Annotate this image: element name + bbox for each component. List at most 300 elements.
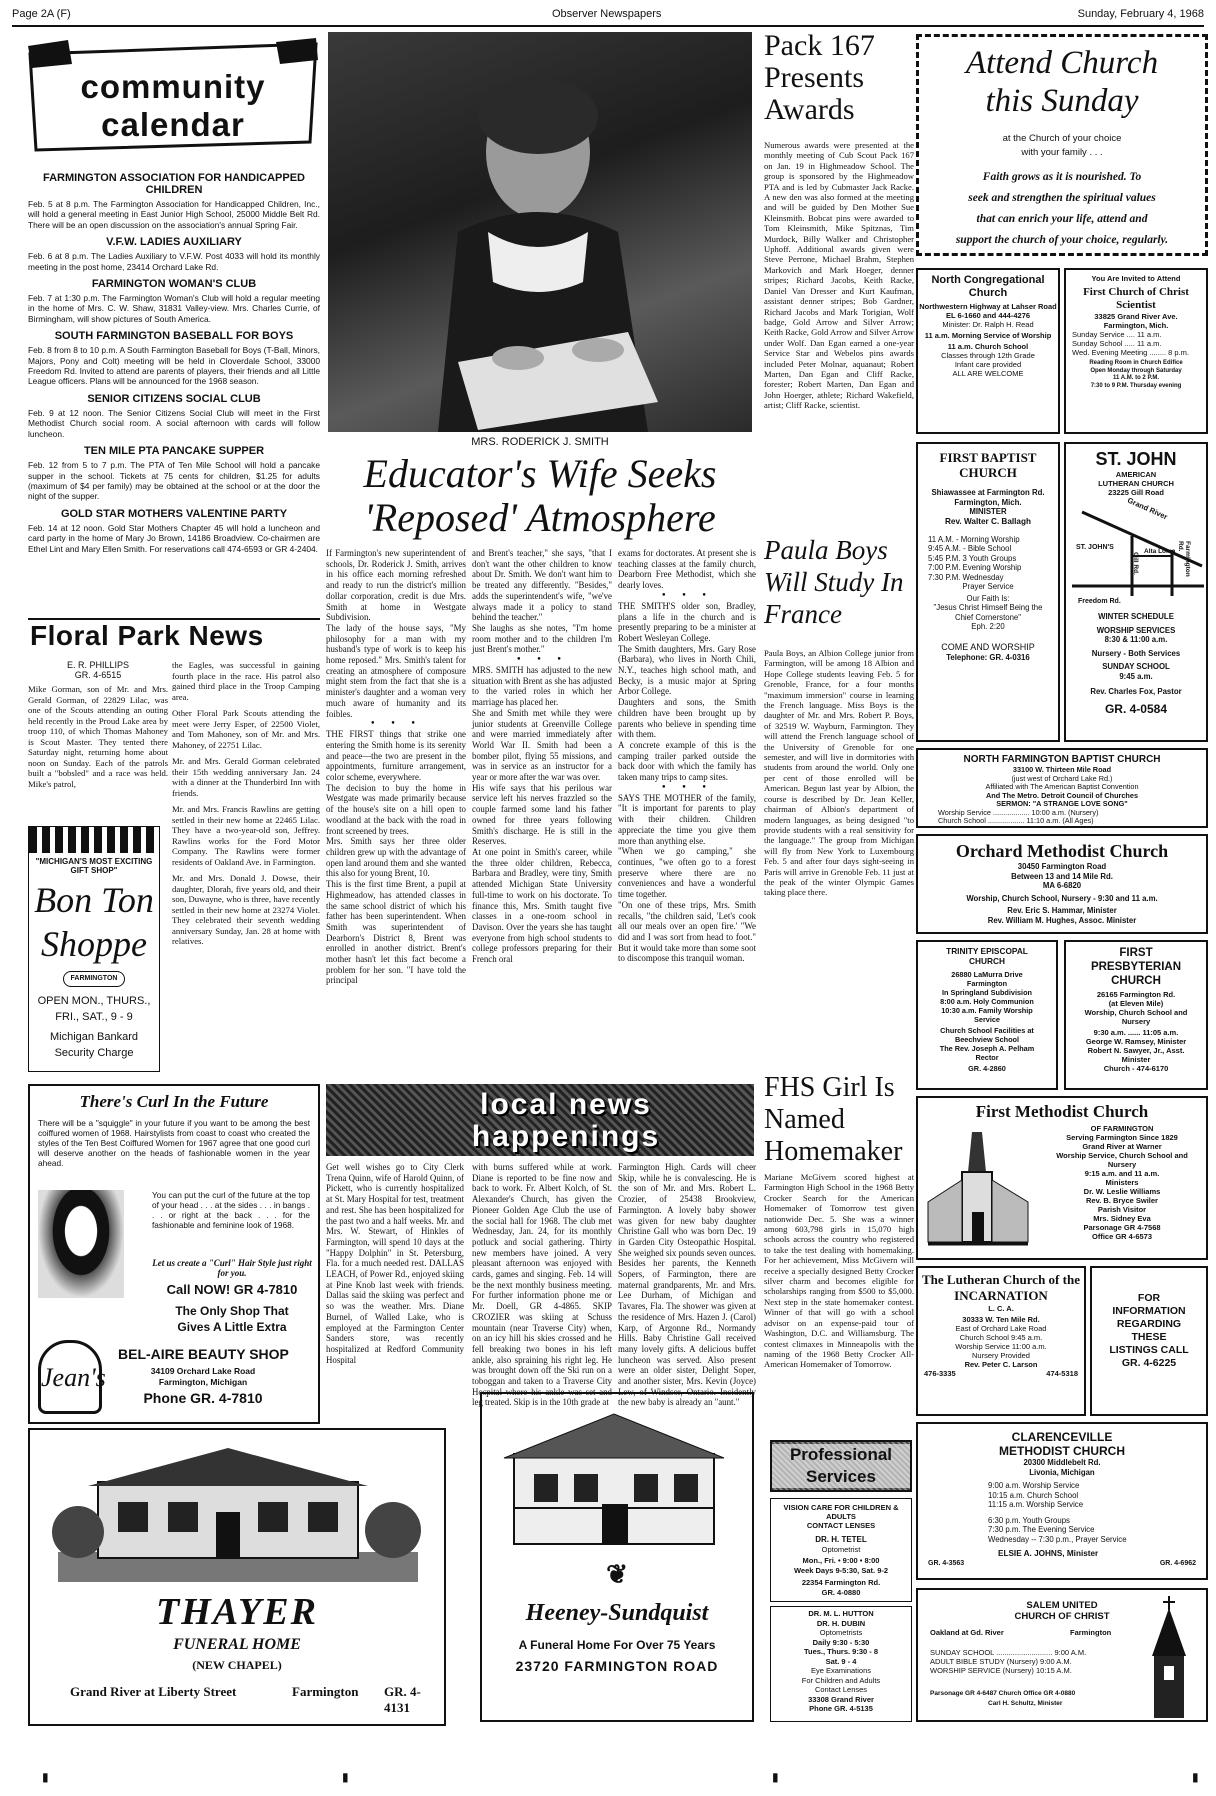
article-text: This is the first time Brent, a pupil at Highmeadow, has attended classes in the same school district of which his father has been superintendent. When Smith was superintendent of Dearborn's District 8, Brent was enrolled in another district. Brent's mother hasn't let this fact become a problem for her son. "I have told the principal	[326, 879, 466, 986]
local-text: Get well wishes go to City Clerk Trena Quinn, wife of Harold Quinn, of Pickett, who is currently hospitalized at St. Mary Hospital for test, treatment and rest. She has been hospitalized for the past two and a half weeks. Mr. and Mrs. W. Stewart, of Hinkles of Farmington, will spend 10 days at the "Happy Dolphin" in St. Petersburg, Fla. for a much needed rest. DALLAS LEACH, of Power Rd., enjoyed skiing at Pine Knob last week with friends. Dallas said the skiing was perfect and so was the weather. Mrs. Diane Burnel, of Walled Lake, who is employed at the Farmington Center Sanders store, was recently hospitalized at Redford Community Hospital	[326, 1162, 464, 1365]
church-line: SUNDAY SCHOOL	[1102, 662, 1170, 671]
floral-column-2	[172, 660, 320, 1080]
heeney-tagline: A Funeral Home For Over 75 Years	[518, 1638, 716, 1652]
church-line: Dr. W. Leslie Williams	[1083, 1187, 1161, 1196]
calendar-item-head: TEN MILE PTA PANCAKE SUPPER	[83, 445, 265, 458]
church-phone: 476-3335	[924, 1369, 956, 1378]
church-line: MINISTER	[969, 507, 1007, 516]
hutton-line: For Children and Adults	[801, 1675, 881, 1685]
salem-ucc-ad	[916, 1588, 1208, 1722]
thayer-chapel: (NEW CHAPEL)	[192, 1658, 282, 1672]
section-break: • • •	[370, 719, 422, 730]
local-text: Farmington High. Cards will cheer Skip, while he is convalescing. He is the son of Mr. and Mrs. Robert L. Crozier, of 25438 Brookview, Farmington. A lovely baby shower was given for new baby daughter Christine Gall who was born Dec. 19 in Garden City Osteopathic Hospital. She weighed six pounds seven ounces. Besides her parents, the Kenneth Sopers, of Farmington, there are maternal grandparents, Mr. and Mrs. Lee Durham, of Michigan and Tavares, Fla. The shower was given at the residence of Mrs. Hazen J. (Carol) Karp, of Argonne Rd., Normandy Hills. Baby Christine Gall received many lovely gifts. A delicious buffet luncheon was served. Also present were an older sister, Delight Soper, and another sister, Mrs. Kevin (Joyce) Lew, of Windsor, Ontario. Incidently the new baby is already an "aunt."	[618, 1162, 756, 1408]
church-line: 9:00 a.m. Worship Service	[988, 1481, 1080, 1490]
article-text: The decision to buy the home in Westgate was made primarily because of the house's site on a hill open to woodland at the back with the road in front screened by trees.	[326, 782, 466, 836]
hutton-line: Eye Examinations	[810, 1666, 872, 1675]
church-line: COME AND WORSHIP	[941, 641, 1035, 652]
curl-only-1: The Only Shop That	[175, 1304, 289, 1318]
calendar-item-text: Feb. 12 from 5 to 7 p.m. The PTA of Ten Mile School will hold a pancake supper in the school. Tickets at 75 cents for children, $1.25 for adults (maximum of $4 per family) may be obtained at the school or at the door the night of the supper.	[28, 460, 320, 502]
calendar-item-head: V.F.W. LADIES AUXILIARY	[106, 236, 242, 249]
hutton-line: Contact Lenses	[814, 1685, 868, 1694]
church-line: ALL ARE WELCOME	[952, 369, 1024, 378]
article-text: THE FIRST things that strike one entering the Smith home is its serenity and peace—the two are present in the appointments, furniture arrangement, color scheme, everywhere.	[326, 729, 466, 783]
church-line: Northwestern Highway at Lahser Road	[919, 302, 1057, 311]
church-line: Wednesday -- 7:30 p.m., Prayer Service	[988, 1534, 1127, 1544]
church-line: Church School .................. 11:10 a.m. (All Ages)	[938, 816, 1094, 825]
page-number: Page 2A (F)	[12, 8, 71, 20]
article-text: Daughters and sons, the Smith children have been brought up by parents who believe in spending time with them.	[618, 697, 756, 740]
attend-title-1: Attend Church	[965, 45, 1159, 81]
church-line: Rev. Walter C. Ballagh	[945, 516, 1031, 526]
hutton-line: DR. M. L. HUTTON	[808, 1609, 874, 1618]
attend-lines	[919, 167, 1205, 251]
thayer-ad	[28, 1428, 446, 1726]
heeney-building-illustration	[494, 1404, 740, 1554]
church-line: Infant care provided	[954, 360, 1022, 369]
st-john-schedule	[1066, 612, 1206, 717]
paper-name: Observer Newspapers	[552, 8, 662, 20]
tetel-ad	[770, 1498, 912, 1602]
church-name: TRINITY EPISCOPAL CHURCH	[946, 946, 1028, 966]
floral-phone: GR. 4-6515	[74, 670, 122, 680]
heeney-logo: ❦	[606, 1560, 628, 1589]
section-break: • • •	[516, 655, 568, 666]
church-line: Worship, Church School, Nursery - 9:30 and 11 a.m.	[966, 893, 1158, 903]
church-line: Rev. Eric S. Hammar, Minister	[1007, 906, 1117, 915]
church-name: North Congregational Church	[931, 274, 1045, 299]
calendar-title-line2: calendar	[101, 106, 245, 143]
church-line: L. C. A.	[988, 1304, 1014, 1313]
fold-marks: ▮ ▮ ▮ ▮	[42, 1770, 1199, 1784]
paula-article	[764, 648, 914, 1068]
church-line: Rev. Charles Fox, Pastor	[1090, 687, 1182, 696]
map-label: Gill Rd.	[1131, 552, 1139, 575]
church-line: You Are Invited to Attend	[1091, 274, 1181, 283]
christ-scientist-ad	[1064, 268, 1208, 434]
article-text: She and Smith met while they were junior students at Greenville College and were married immediately after World War II. Smith had been a bomber pilot, flying 55 missions, and was in service as an instructor for a year or more after the war was over.	[472, 707, 612, 783]
pack-headline: Pack 167 Presents Awards	[764, 29, 875, 126]
church-name: FIRST PRESBYTERIAN CHURCH	[1090, 947, 1182, 987]
church-name: The Lutheran Church of the INCARNATION	[922, 1272, 1080, 1303]
church-line: Oakland at Gd. River	[930, 1628, 1004, 1637]
local-banner	[326, 1084, 754, 1156]
clarenceville-phones	[918, 1559, 1206, 1568]
hutton-line: Sat. 9 - 4	[825, 1656, 857, 1666]
map-label: ST. JOHN'S	[1076, 544, 1114, 551]
church-line: Farmington, Mich.	[1103, 321, 1169, 330]
smith-photo-figure	[328, 32, 752, 432]
church-line: Worship Service 11:00 a.m.	[955, 1342, 1047, 1351]
church-line: The Rev. Joseph A. Pelham	[939, 1044, 1035, 1053]
article-text: exams for doctorates. At present she is teaching classes at the family church, Dearborn Free Methodist, which she dearly loves.	[618, 548, 756, 591]
article-text: She laughs as she notes, "I'm home room mother and to the children I'm just Brent's mother."	[472, 622, 612, 655]
info-text: FOR INFORMATION REGARDING THESE LISTINGS CALL	[1109, 1292, 1189, 1356]
church-line: Church - 474-6170	[1103, 1064, 1169, 1073]
calendar-item-head: FARMINGTON WOMAN'S CLUB	[91, 278, 257, 291]
local-column-3	[618, 1162, 756, 1408]
hutton-line: 33308 Grand River	[808, 1694, 874, 1704]
calendar-item-text: Feb. 5 at 8 p.m. The Farmington Association for Handicapped Children, Inc., will hold a general meeting in East Junior High School, 25000 Middle Belt Rd. There will be an open discussion on the association's annual Spring Fair.	[28, 199, 320, 230]
church-line: Our Faith Is:	[966, 593, 1010, 603]
church-line: SUNDAY SCHOOL ........................... 9:00 A.M.	[930, 1648, 1087, 1657]
bonton-credit-2: Security Charge	[54, 1047, 134, 1059]
professional-title: Professional Services	[772, 1444, 910, 1488]
floral-text: Mr. and Mrs. Donald J. Dowse, their daughter, Dlorah, five years old, and their son, Duwayne, who is three, have recently settled in their new home at 23274 Violet. They celebrated their seventh wedding anniversary Sunday, Jan. 28 at home with relatives.	[172, 873, 320, 946]
listings-info-ad	[1090, 1266, 1208, 1416]
church-line: Classes through 12th Grade	[941, 351, 1035, 360]
church-line: WINTER SCHEDULE	[1098, 612, 1174, 621]
attend-line: that can enrich your life, attend and	[976, 213, 1148, 225]
church-line: 11 a.m. Morning Service of Worship	[924, 331, 1052, 340]
church-line: 9:15 a.m. and 11 a.m.	[1084, 1169, 1160, 1178]
calendar-item-head: SOUTH FARMINGTON BASEBALL FOR BOYS	[54, 330, 294, 343]
church-line: 8:00 a.m. Holy Communion	[940, 997, 1034, 1006]
church-line: Livonia, Michigan	[1029, 1467, 1095, 1477]
church-phone: GR. 4-3563	[928, 1560, 965, 1567]
church-line: And The Metro. Detroit Council of Churches	[985, 790, 1139, 800]
church-line: In Springland Subdivision	[942, 988, 1032, 997]
local-banner-line1: local news	[480, 1088, 652, 1121]
pack-article	[764, 140, 914, 532]
thayer-phone: GR. 4-4131	[384, 1684, 421, 1715]
curl-ad	[28, 1084, 320, 1424]
article-text: If Farmington's new superintendent of schools, Dr. Roderick J. Smith, arrives in his office each morning refreshed and ready to run the district's million dollar corporation, credit is due Mrs. Smith at home in Westgate Subdivision.	[326, 548, 466, 623]
church-name: ST. JOHN	[1095, 449, 1177, 469]
st-john-ad	[1064, 442, 1208, 742]
church-line: 9:30 a.m. ...... 11:05 a.m.	[1093, 1028, 1179, 1037]
floral-text: Mr. and Mrs. Francis Rawlins are getting settled in their new home at 22465 Lilac. They have a two-year-old son, Jeffrey. Rawlins works for the Ford Motor Company. The Rawlins were former residents of Oakland Ave. in Farmington.	[172, 804, 320, 867]
church-line: AMERICAN LUTHERAN CHURCH	[1098, 470, 1174, 488]
church-line: 7:30 P.M. Wednesday	[928, 572, 1004, 582]
attend-sub-1: at the Church of your choice	[1002, 133, 1122, 144]
fhs-article	[764, 1172, 914, 1434]
church-line: Nursery Provided	[972, 1351, 1030, 1360]
article-text: The Smith daughters, Mrs. Gary Rose (Barbara), who lives in North Chili, N.Y., teaches high school math, and Becky, is a music major at Spring Arbor College.	[618, 643, 756, 697]
church-line: MA 6-6820	[1042, 881, 1082, 890]
church-line: 7:30 p.m. The Evening Service	[988, 1525, 1095, 1534]
thayer-subtitle: FUNERAL HOME	[173, 1636, 301, 1653]
smith-headline-2: 'Reposed' Atmosphere	[364, 495, 716, 540]
info-phone: GR. 4-6225	[1121, 1357, 1177, 1369]
church-line: Shiawassee at Farmington Rd.	[931, 488, 1045, 497]
trinity-episcopal-ad	[916, 940, 1058, 1090]
floral-text: the Eagles, was successful in gaining fourth place in the race. His patrol also gained third place in the Troop Camping area.	[172, 660, 320, 702]
church-line: Parsonage GR 4-7568	[1083, 1223, 1161, 1232]
church-line: Ministers	[1105, 1178, 1139, 1187]
attend-line: Faith grows as it is nourished. To	[982, 171, 1142, 183]
church-line: Worship, Church School and Nursery	[1084, 1008, 1188, 1026]
thayer-town: Farmington	[292, 1684, 359, 1699]
church-line: Office GR 4-6573	[1091, 1232, 1153, 1241]
calendar-banner	[28, 38, 318, 156]
thayer-building-illustration	[58, 1442, 418, 1582]
curl-model-photo	[38, 1190, 124, 1298]
smith-headline-1: Educator's Wife Seeks	[363, 451, 717, 496]
attend-line: seek and strengthen the spiritual values	[968, 192, 1156, 204]
church-line: Reading Room in Church Edifice	[1089, 360, 1183, 366]
first-presbyterian-ad	[1064, 940, 1208, 1090]
church-line: Open Monday through Saturday	[1090, 367, 1182, 374]
church-line: 30333 W. Ten Mile Rd.	[962, 1315, 1040, 1324]
hutton-line: Phone GR. 4-5135	[809, 1704, 873, 1713]
bonton-tagline: "MICHIGAN'S MOST EXCITING GIFT SHOP"	[35, 857, 153, 875]
church-line: Farmington	[1070, 1628, 1112, 1637]
church-line: Church School Facilities at Beechview School	[940, 1026, 1034, 1044]
hutton-line: Optometrists	[819, 1628, 863, 1637]
calendar-item-text: Feb. 6 at 8 p.m. The Ladies Auxiliary to V.F.W. Post 4033 will hold its monthly meeting in the post home, 23414 Orchard Lake Rd.	[28, 251, 320, 272]
floral-text: Mike Gorman, son of Mr. and Mrs. Gerald Gorman, of 22829 Lilac, was one of the Scouts attending an outing held recently in the Proud Lake area by troop 110, of which Thomas Mahoney is Scout Master. They tented there Saturday night, returning home about noon on Sunday. Each of the patrols built a "bobsled" and a race was held. Mike's patrol,	[28, 684, 168, 789]
attend-church-box	[916, 34, 1208, 256]
church-line: Worship Service, Church School and Nursery	[1056, 1151, 1188, 1169]
church-line: 9:45 a.m.	[1119, 671, 1153, 681]
fhs-text: Mariane McGivern scored highest at Farmington High School in the 1968 Betty Crocker Search for the American Homemaker of Tomorrow test given nationwide Dec. 5. She was a winner among 603,798 girls in 15,070 high schools across the country who registered to take the test dealing with homemaking. For her achievement, Miss McGivern will receive a specially designed Betty Crocker silver charm and becomes eligible for scholarships ranging from $500 to $5,000. Next step in the state homemaker contest. Winner of that will go with a school advisor on an expense-paid tour of Washington, D.C. and Williamsburg. The contest climaxes in Minneapolis with the naming of the 1968 Betty Crocker All-American Homemaker of Tomorrow.	[764, 1172, 914, 1370]
smith-column-1	[326, 548, 466, 1084]
church-line: 20300 Middlebelt Rd.	[1023, 1458, 1101, 1467]
church-line: 26165 Farmington Rd.	[1096, 990, 1176, 999]
smith-photo-caption: MRS. RODERICK J. SMITH	[471, 436, 609, 448]
church-line: 23225 Gill Road	[1108, 488, 1164, 497]
bonton-place: FARMINGTON	[63, 971, 125, 987]
lutheran-phones	[918, 1369, 1084, 1378]
article-text: "On one of these trips, Mrs. Smith recalls, "the children said, 'Let's cook all our meals over an open fire.' "We did and I was sort from head to foot." But it would take more than some soot to discompose this tranquil woman.	[618, 899, 756, 964]
church-line: 11 A.M. - Morning Worship	[928, 534, 1020, 544]
church-phone: GR. 4-6962	[1159, 1560, 1196, 1567]
map-label: Farmington Rd.	[1177, 541, 1191, 577]
article-text: A concrete example of this is the camping trailer parked outside the back door with which the family has taken many trips to camp sites.	[618, 739, 756, 783]
calendar-item-text: Feb. 9 at 12 noon. The Senior Citizens Social Club will meet in the First Methodist Church social room. A social afternoon with cards will follow luncheon.	[28, 407, 320, 439]
article-text: His wife says that his perilous war service left his nerves frazzled so the couple farmed some land his father owned for three years following Smith's discharge. He is still in the Reserves.	[472, 782, 612, 847]
smith-photo	[328, 32, 752, 432]
floral-text: Mr. and Mrs. Gerald Gorman celebrated their 15th wedding anniversary Jan. 24 with a dinner at the Thunderbird Inn with friends.	[172, 756, 320, 798]
church-line: Prayer Service	[962, 582, 1014, 591]
church-line: 9:45 A.M. - Bible School	[928, 544, 1012, 553]
church-line: 6:30 p.m. Youth Groups	[988, 1515, 1070, 1525]
church-line: Wed. Evening Meeting ........ 8 p.m.	[1072, 348, 1190, 357]
article-text: The lady of the house says, "My philosophy for a man with my husband's type of work is to keep his home reposed." Mrs. Smith's talent for creating an atmosphere of composure might stem from the fact that she is a minister's daughter and a woman very much aware of humanity and its foibles.	[326, 622, 466, 719]
tetel-line: CONTACT LENSES	[806, 1521, 876, 1530]
church-line: Rev. Peter C. Larson	[964, 1360, 1038, 1369]
church-line: Sunday School ..... 11 a.m.	[1072, 339, 1162, 348]
hutton-line: Daily 9:30 - 5:30	[812, 1637, 870, 1647]
thayer-name: THAYER	[156, 1591, 318, 1633]
curl-phone: Phone GR. 4-7810	[143, 1390, 263, 1406]
church-line: 5:45 P.M. 3 Youth Groups	[928, 553, 1017, 563]
thayer-street: Grand River at Liberty Street	[70, 1684, 237, 1699]
salem-steeple-illustration	[1136, 1596, 1202, 1718]
bonton-awning	[29, 827, 159, 853]
curl-only-2: Gives A Little Extra	[177, 1320, 287, 1334]
church-phone: 474-5318	[1046, 1369, 1078, 1378]
church-line: ELSIE A. JOHNS, Minister	[998, 1549, 1099, 1558]
church-line: 11 A.M. to 2 P.M.	[1112, 375, 1159, 381]
map-label: Freedom Rd.	[1078, 598, 1121, 605]
church-line: Rector	[975, 1053, 999, 1062]
church-name: FIRST BAPTIST CHURCH	[939, 450, 1037, 480]
map-label: Alta Loma	[1144, 548, 1176, 555]
paula-headline: Paula Boys Will Study In France	[764, 535, 904, 629]
paula-text: Paula Boys, an Albion College junior from Farmington, will be among 18 Albion and Hope College students leaving Feb. 5 for Grenoble, France, for a four months "maximum immersion" course in learning the French language. Miss Boys is the daughter of Mr. and Mrs. Robert P. Boys, of 32519 W. Wayburn, Farmington. They will attend the French language school of the University of Grenoble for one semester, and will live in dormitories with students from around the world. Only one per cent of those enrolled will be American. Begun last year by Albion, the course is described by Dr. Jean Keller, chairman of Albion's department of modern languages, as being designed "to provide students with a real sensitivity for the language." The group from Michigan will fly from New York to Luxembourg Feb. 5 and after four days sight-seeing in Paris will arrive in Grenoble Feb. 11 just at the peak of the winter Olympic Games taking place there.	[764, 648, 914, 898]
bonton-ad	[28, 826, 160, 1072]
local-column-2	[472, 1162, 612, 1408]
church-line: 11:15 a.m. Worship Service	[988, 1500, 1084, 1509]
hutton-ad	[770, 1606, 912, 1722]
church-line: ADULT BIBLE STUDY (Nursery) 9:00 A.M.	[930, 1657, 1072, 1666]
tetel-line: Optometrist	[821, 1545, 861, 1554]
church-line: 11 a.m. Church School	[947, 342, 1029, 351]
heeney-ad	[480, 1392, 754, 1722]
calendar-item-text: Feb. 7 at 1:30 p.m. The Farmington Woman's Club will hold a regular meeting in the home of Mrs. C. W. Shaw, 31831 Valley-view. Mrs. Charles Currie, of Birmingham, will show pictures of South America.	[28, 293, 320, 324]
smith-column-2	[472, 548, 612, 1084]
church-line: SERMON: "A STRANGE LOVE SONG"	[996, 799, 1128, 808]
attend-sub-2: with your family . . .	[1021, 147, 1103, 158]
article-text: Mrs. Smith says her three older children grew up with the advantage of open land around them and she wanted this also for young Brent, 10.	[326, 836, 466, 879]
church-line: 33100 W. Thirteen Mile Road	[1012, 765, 1112, 774]
floral-byline: E. R. PHILLIPS	[66, 660, 130, 670]
curl-call: Call NOW! GR 4-7810	[166, 1282, 298, 1297]
article-text: "When we go camping," she continues, "we often go to a forest preserve where there are no conveniences and have a wonderful time together.	[618, 846, 756, 900]
church-name: Orchard Methodist Church	[955, 841, 1169, 861]
clarenceville-ad	[916, 1422, 1208, 1580]
church-line: OF FARMINGTON	[1090, 1124, 1154, 1133]
local-banner-line2: happenings	[471, 1120, 661, 1153]
first-methodist-info	[1038, 1124, 1206, 1241]
bonton-hours-1: OPEN MON., THURS.,	[37, 995, 151, 1007]
church-line: Minister: Dr. Ralph H. Read	[942, 320, 1034, 329]
church-line: George W. Ramsey, Minister	[1085, 1037, 1187, 1046]
orchard-methodist-ad	[916, 834, 1208, 934]
church-line: GR. 4-0584	[1104, 701, 1168, 716]
hutton-line: DR. H. DUBIN	[816, 1618, 866, 1628]
tetel-line: GR. 4-0880	[821, 1588, 861, 1597]
church-name: NORTH FARMINGTON BAPTIST CHURCH	[963, 754, 1161, 765]
church-line: 10:30 a.m. Family Worship Service	[941, 1006, 1033, 1024]
north-congregational-ad	[916, 268, 1060, 434]
local-column-1	[326, 1162, 464, 1388]
church-line: GR. 4-2860	[968, 1064, 1006, 1073]
church-line: Parish Visitor	[1097, 1205, 1147, 1214]
church-line: EL 6-1660 and 444-4276	[945, 311, 1031, 320]
first-methodist-ad	[916, 1096, 1208, 1260]
church-line: Mrs. Sidney Eva	[1093, 1214, 1151, 1223]
tetel-line: VISION CARE FOR CHILDREN & ADULTS	[783, 1503, 899, 1521]
church-line: 7:30 to 9 P.M. Thursday evening	[1090, 382, 1182, 389]
church-line: Affiliated with The American Baptist Convention	[985, 782, 1139, 791]
first-baptist-ad	[916, 442, 1060, 742]
curl-address-1: 34109 Orchard Lake Road	[150, 1366, 256, 1376]
calendar-item-head: SENIOR CITIZENS SOCIAL CLUB	[87, 392, 261, 405]
church-line: Carl H. Schultz, Minister	[988, 1700, 1063, 1707]
section-break: • • •	[661, 590, 713, 601]
church-line: WORSHIP SERVICE (Nursery) 10:15 A.M.	[930, 1666, 1072, 1675]
church-line: 7:00 P.M. Evening Worship	[928, 563, 1022, 572]
north-farmington-baptist-ad	[916, 748, 1208, 828]
church-line: Sunday Service .... 11 a.m.	[1072, 330, 1162, 339]
floral-title: Floral Park News	[30, 620, 264, 651]
article-text: At one point in Smith's career, while the three older children, Rebecca, Barbara and Bradley, were tiny, Smith attended Michigan State University full-time to work on his doctorate. To finance this, Mrs. Smith taught five classes in a one-room school in Davison. Over the years she has taught everyone from high school students to college professors preparing for their French oral	[472, 846, 612, 965]
curl-slogan: Let us create a "Curl" Hair Style just right for you.	[152, 1258, 312, 1278]
calendar-item-text: Feb. 8 from 8 to 10 p.m. A South Farmington Baseball for Boys (T-Ball, Minors, Majors, Pony and Colt) meeting will be held in Cloverdale School, 33000 Freedom Rd. Invited to attend are parents of players, their friends and all Little League officers. Plans will be announced for the 1968 season.	[28, 345, 320, 387]
floral-text: Other Floral Park Scouts attending the meet were Jerry Esper, of 22500 Violet, and Tom Mahoney, son of Mr. and Mrs. Mahoney, of 22751 Lilac.	[172, 708, 320, 750]
heeney-name: Heeney-Sundquist	[525, 1600, 709, 1626]
pack-text: Numerous awards were presented at the monthly meeting of Cub Scout Pack 167 on Jan. 19 in Highmeadow School. The group is sponsored by the Highmeadow PTA and is led by Cubmaster Jack Racke. A new den was also formed at the meeting and will be guided by Den Mother Sue Kleinsmith. Bobcat pins were awarded to Tom Kleinsmith, Mike Spitznas, Tim Murdock, Billy Walker and Christopher Uphoff. Additional awards given were Steve Perrone, Michael Brahm, Stephen Markovich and Mark Hoeger, denner stripes; Richard Jacobs, Keith Racke, Daniel Van Dresser and Kurt Kaufman, assistant denner stripes; Bob Gardner, Richard Jacobs and Mark Torigian, Wolf badge, Gold Arrow and Silver Arrow; Keith Racke, Gold Arrow and Silver Arrow under Wolf. Dan Egan earned a one-year Service Star and Webelos pins awards included Peter Molnar, aquanaut; Robert Marten, Dan Egan and Cliff Racke, forester; Robert Marten, Dan Egan and John Hoerger, athlete; Richard Wakefield, artist; Cliff Racke, scientist.	[764, 140, 914, 411]
smith-column-3	[618, 548, 756, 1084]
church-name: First Church of Christ Scientist	[1083, 286, 1189, 311]
article-text: SAYS THE MOTHER of the family, "It is important for parents to play with their children. Children appreciate the time you give them more than anything else.	[618, 792, 756, 846]
bonton-name-1: Bon Ton	[34, 880, 154, 920]
bonton-credit-1: Michigan Bankard	[49, 1031, 139, 1043]
church-line: Rev. William M. Hughes, Assoc. Minister	[987, 915, 1137, 925]
church-line: "Jesus Christ Himself Being the Chief Cornerstone"	[933, 603, 1043, 622]
church-line: Church School 9:45 a.m.	[959, 1333, 1043, 1342]
masthead-rule	[12, 25, 1204, 27]
church-line: Worship Service .................. 10:00 a.m. (Nursery)	[938, 807, 1099, 817]
curl-address-2: Farmington, Michigan	[158, 1377, 248, 1387]
church-name: First Methodist Church	[975, 1102, 1149, 1121]
fhs-headline: FHS Girl Is Named Homemaker	[764, 1072, 903, 1167]
hutton-line: Tues., Thurs. 9:30 - 8	[803, 1647, 879, 1656]
calendar-item-head: GOLD STAR MOTHERS VALENTINE PARTY	[60, 507, 288, 520]
calendar-title-line1: community	[80, 68, 266, 105]
curl-jeans-logo: Jean's	[38, 1340, 102, 1414]
lutheran-incarnation-ad	[916, 1266, 1086, 1416]
issue-date: Sunday, February 4, 1968	[1077, 8, 1204, 20]
map-label: Grand River	[1126, 495, 1169, 522]
attend-line: support the church of your choice, regularly.	[955, 234, 1169, 246]
church-line: Parsonage GR 4-6487 Church Office GR 4-0880	[930, 1690, 1076, 1697]
church-line: Grand River at Warner	[1082, 1142, 1162, 1151]
church-line: 33825 Grand River Ave.	[1094, 312, 1178, 321]
masthead	[12, 8, 1204, 24]
article-text: THE SMITH'S older son, Bradley, plans a life in the church and is presently preparing to be a minister at Robert Wesleyan College.	[618, 600, 756, 643]
church-name: CLARENCEVILLE METHODIST CHURCH	[999, 1430, 1125, 1458]
church-line: 8:30 & 11:00 a.m.	[1104, 635, 1168, 644]
church-line: WORSHIP SERVICES	[1096, 625, 1176, 635]
tetel-line: Week Days 9-5:30, Sat. 9-2	[793, 1566, 889, 1575]
first-methodist-church-illustration	[928, 1132, 1028, 1252]
church-line: Between 13 and 14 Mile Rd.	[1011, 871, 1113, 881]
article-text: MRS. SMITH has adjusted to the new situation with Brent as she has adjusted to the varied roles in which her marriage has placed her.	[472, 665, 613, 708]
curl-text-2: You can put the curl of the future at the top of your head . . . at the sides . . . in bangs . . . or right at the back . . . for the fashionable and feminine look of 1968.	[152, 1190, 310, 1230]
church-line: Serving Farmington Since 1829	[1066, 1133, 1178, 1142]
church-line: Telephone: GR. 4-0316	[946, 652, 1030, 662]
church-line: (at Eleven Mile)	[1108, 999, 1164, 1008]
church-line: Eph. 2:20	[971, 622, 1005, 631]
tetel-line: 22354 Farmington Rd.	[801, 1578, 881, 1587]
bonton-hours-2: FRI., SAT., 9 - 9	[55, 1011, 133, 1023]
calendar-item-head: FARMINGTON ASSOCIATION FOR HANDICAPPED CHILDREN	[43, 172, 305, 196]
church-line: Nursery - Both Services	[1091, 648, 1181, 658]
church-name: SALEM UNITED CHURCH OF CHRIST	[1014, 1600, 1110, 1622]
church-line: 10:15 a.m. Church School	[988, 1490, 1079, 1500]
bonton-name-2: Shoppe	[41, 924, 147, 964]
church-line: Robert N. Sawyer, Jr., Asst. Minister	[1087, 1046, 1185, 1064]
church-line: 26880 LaMurra Drive	[951, 970, 1023, 979]
attend-title-2: this Sunday	[985, 83, 1139, 119]
calendar-list	[28, 166, 320, 618]
tetel-line: Mon., Fri. • 9:00 • 8:00	[802, 1556, 880, 1565]
church-line: East of Orchard Lake Road	[955, 1324, 1047, 1333]
local-text: with burns suffered while at work. Diane is reported to be fine now and back to work. Fr. Albert Kolch, of St. Alexander's Church, has given the Pioneer Golden Age Club the use of the social hall for 1968. The club met Wednesday, Jan. 24, for its monthly potluck and social gathering. Thirty new members have joined. A very pleasant afternoon was enjoyed with cards, games and singing. Feb. 14 will be the next monthly business meeting. For further information phone me or Mr. Doell, GR 4-4865. SKIP CROZIER was skiing at Schuss mountain (near Traverse City) when, on an icy hill his skies crossed and he fell breaking two bones in his left ankle, also spraining his right leg. He was brought down off the Ski run on a toboggan and taken to a Traverse City Hospital where his ankle was set and leg treated. Skip is in the 10th grade at	[472, 1162, 612, 1408]
church-line: Farmington	[966, 979, 1008, 988]
heeney-address: 23720 FARMINGTON ROAD	[515, 1658, 719, 1674]
church-line: 30450 Farmington Road	[1017, 862, 1107, 871]
professional-header	[770, 1440, 912, 1492]
curl-text-1: There will be a "squiggle" in your future if you want to be among the best coiffured women of 1968. Hairstylists from coast to coast who created the styles of the Ten Best Coiffured Women for 1967 agree that one good curl will deserve another on the heads of fashionable women in the year ahead.	[38, 1118, 310, 1168]
calendar-item-text: Feb. 14 at 12 noon. Gold Star Mothers Chapter 45 will hold a luncheon and card party in the home of Mary Jo Brown, 14186 Broadview. Co-chairmen are Ethel Lint and Mary Ellen Smith. For reservations call 474-6593 or GR 4-2404.	[28, 522, 320, 554]
curl-shop-name: BEL-AIRE BEAUTY SHOP	[118, 1346, 289, 1362]
church-line: Rev. B. Bryce Swiler	[1086, 1196, 1158, 1205]
tetel-line: DR. H. TETEL	[815, 1535, 867, 1544]
